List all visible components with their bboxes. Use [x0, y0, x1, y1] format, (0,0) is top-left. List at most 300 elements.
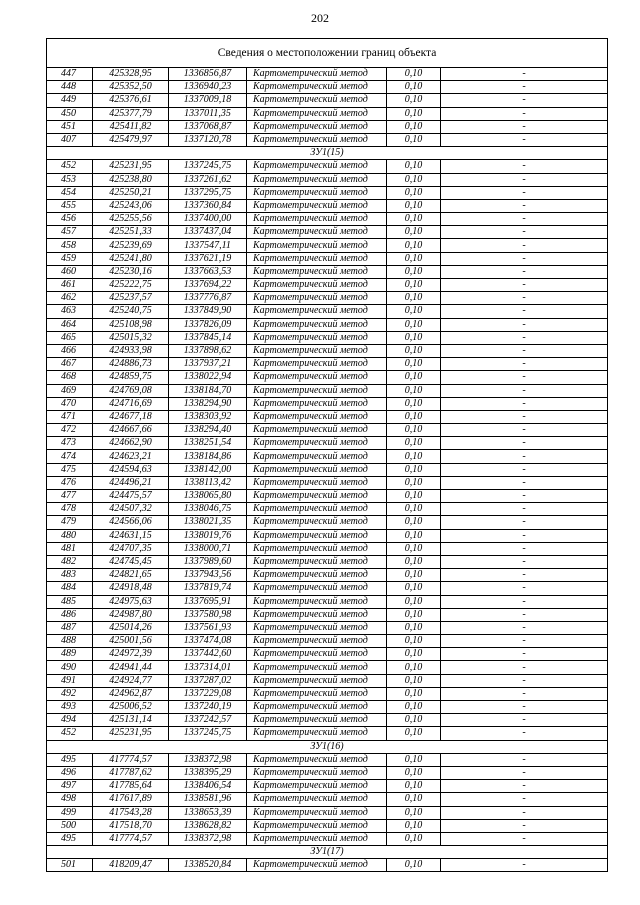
description-cell: - — [441, 397, 608, 410]
point-number-cell: 486 — [47, 608, 93, 621]
description-cell: - — [441, 635, 608, 648]
y-coordinate-cell: 1338184,86 — [169, 450, 247, 463]
x-coordinate-cell: 425237,57 — [93, 292, 169, 305]
point-number-cell: 494 — [47, 714, 93, 727]
description-cell: - — [441, 476, 608, 489]
y-coordinate-cell: 1338372,98 — [169, 832, 247, 845]
description-cell: - — [441, 780, 608, 793]
x-coordinate-cell: 424716,69 — [93, 397, 169, 410]
description-cell: - — [441, 213, 608, 226]
table-row — [47, 555, 608, 568]
y-coordinate-cell: 1337943,56 — [169, 569, 247, 582]
precision-cell: 0,10 — [387, 727, 441, 740]
table-row — [47, 780, 608, 793]
point-number-cell: 464 — [47, 318, 93, 331]
method-cell: Картометрический метод — [247, 424, 387, 437]
y-coordinate-cell: 1336940,23 — [169, 81, 247, 94]
y-coordinate-cell: 1337694,22 — [169, 279, 247, 292]
method-cell: Картометрический метод — [247, 252, 387, 265]
x-coordinate-cell: 425222,75 — [93, 279, 169, 292]
x-coordinate-cell: 425006,52 — [93, 701, 169, 714]
description-cell: - — [441, 569, 608, 582]
table-row — [47, 687, 608, 700]
y-coordinate-cell: 1338019,76 — [169, 529, 247, 542]
point-number-cell: 485 — [47, 595, 93, 608]
precision-cell: 0,10 — [387, 318, 441, 331]
point-number-cell: 493 — [47, 701, 93, 714]
y-coordinate-cell: 1337621,19 — [169, 252, 247, 265]
y-coordinate-cell: 1338406,54 — [169, 780, 247, 793]
point-number-cell: 499 — [47, 806, 93, 819]
precision-cell: 0,10 — [387, 213, 441, 226]
method-cell: Картометрический метод — [247, 371, 387, 384]
y-coordinate-cell: 1338142,00 — [169, 463, 247, 476]
precision-cell: 0,10 — [387, 806, 441, 819]
point-number-cell: 463 — [47, 305, 93, 318]
y-coordinate-cell: 1338628,82 — [169, 819, 247, 832]
point-number-cell: 457 — [47, 226, 93, 239]
y-coordinate-cell: 1338520,84 — [169, 859, 247, 872]
y-coordinate-cell: 1337245,75 — [169, 727, 247, 740]
precision-cell: 0,10 — [387, 252, 441, 265]
method-cell: Картометрический метод — [247, 793, 387, 806]
x-coordinate-cell: 425243,06 — [93, 199, 169, 212]
method-cell: Картометрический метод — [247, 344, 387, 357]
y-coordinate-cell: 1337245,75 — [169, 160, 247, 173]
precision-cell: 0,10 — [387, 648, 441, 661]
point-number-cell: 474 — [47, 450, 93, 463]
section-heading-row — [47, 846, 608, 859]
y-coordinate-cell: 1337437,04 — [169, 226, 247, 239]
table-row — [47, 279, 608, 292]
method-cell: Картометрический метод — [247, 701, 387, 714]
x-coordinate-cell: 425014,26 — [93, 621, 169, 634]
point-number-cell: 483 — [47, 569, 93, 582]
table-row — [47, 213, 608, 226]
y-coordinate-cell: 1337561,93 — [169, 621, 247, 634]
description-cell: - — [441, 529, 608, 542]
table-row — [47, 806, 608, 819]
precision-cell: 0,10 — [387, 344, 441, 357]
description-cell: - — [441, 701, 608, 714]
table-row — [47, 503, 608, 516]
x-coordinate-cell: 425131,14 — [93, 714, 169, 727]
description-cell: - — [441, 661, 608, 674]
precision-cell: 0,10 — [387, 687, 441, 700]
point-number-cell: 454 — [47, 186, 93, 199]
precision-cell: 0,10 — [387, 68, 441, 81]
method-cell: Картометрический метод — [247, 226, 387, 239]
method-cell: Картометрический метод — [247, 199, 387, 212]
method-cell: Картометрический метод — [247, 239, 387, 252]
precision-cell: 0,10 — [387, 384, 441, 397]
precision-cell: 0,10 — [387, 199, 441, 212]
method-cell: Картометрический метод — [247, 621, 387, 634]
precision-cell: 0,10 — [387, 582, 441, 595]
y-coordinate-cell: 1337240,19 — [169, 701, 247, 714]
description-cell: - — [441, 766, 608, 779]
method-cell: Картометрический метод — [247, 635, 387, 648]
description-cell: - — [441, 806, 608, 819]
point-number-cell: 497 — [47, 780, 93, 793]
point-number-cell: 473 — [47, 437, 93, 450]
description-cell: - — [441, 424, 608, 437]
point-number-cell: 470 — [47, 397, 93, 410]
method-cell: Картометрический метод — [247, 265, 387, 278]
description-cell: - — [441, 186, 608, 199]
precision-cell: 0,10 — [387, 529, 441, 542]
y-coordinate-cell: 1337898,62 — [169, 344, 247, 357]
method-cell: Картометрический метод — [247, 305, 387, 318]
x-coordinate-cell: 425352,50 — [93, 81, 169, 94]
description-cell: - — [441, 344, 608, 357]
table-row — [47, 701, 608, 714]
table-row — [47, 569, 608, 582]
precision-cell: 0,10 — [387, 542, 441, 555]
description-cell: - — [441, 279, 608, 292]
precision-cell: 0,10 — [387, 226, 441, 239]
description-cell: - — [441, 81, 608, 94]
y-coordinate-cell: 1337400,00 — [169, 213, 247, 226]
x-coordinate-cell: 424972,39 — [93, 648, 169, 661]
table-row — [47, 450, 608, 463]
precision-cell: 0,10 — [387, 832, 441, 845]
description-cell: - — [441, 318, 608, 331]
table-row — [47, 635, 608, 648]
method-cell: Картометрический метод — [247, 437, 387, 450]
description-cell: - — [441, 674, 608, 687]
point-number-cell: 467 — [47, 358, 93, 371]
x-coordinate-cell: 424918,48 — [93, 582, 169, 595]
y-coordinate-cell: 1337360,84 — [169, 199, 247, 212]
precision-cell: 0,10 — [387, 410, 441, 423]
precision-cell: 0,10 — [387, 555, 441, 568]
x-coordinate-cell: 425230,16 — [93, 265, 169, 278]
table-row — [47, 173, 608, 186]
point-number-cell: 462 — [47, 292, 93, 305]
table-row — [47, 120, 608, 133]
precision-cell: 0,10 — [387, 503, 441, 516]
point-number-cell: 482 — [47, 555, 93, 568]
method-cell: Картометрический метод — [247, 661, 387, 674]
table-row — [47, 186, 608, 199]
y-coordinate-cell: 1338294,40 — [169, 424, 247, 437]
point-number-cell: 407 — [47, 133, 93, 146]
table-row — [47, 595, 608, 608]
table-row — [47, 859, 608, 872]
precision-cell: 0,10 — [387, 120, 441, 133]
x-coordinate-cell: 424769,08 — [93, 384, 169, 397]
description-cell: - — [441, 727, 608, 740]
table-row — [47, 81, 608, 94]
table-row — [47, 305, 608, 318]
method-cell: Картометрический метод — [247, 503, 387, 516]
table-row — [47, 318, 608, 331]
x-coordinate-cell: 424975,63 — [93, 595, 169, 608]
table-row — [47, 753, 608, 766]
precision-cell: 0,10 — [387, 331, 441, 344]
precision-cell: 0,10 — [387, 424, 441, 437]
y-coordinate-cell: 1338065,80 — [169, 490, 247, 503]
x-coordinate-cell: 424745,45 — [93, 555, 169, 568]
method-cell: Картометрический метод — [247, 292, 387, 305]
method-cell: Картометрический метод — [247, 279, 387, 292]
description-cell: - — [441, 358, 608, 371]
point-number-cell: 468 — [47, 371, 93, 384]
table-row — [47, 661, 608, 674]
description-cell: - — [441, 490, 608, 503]
y-coordinate-cell: 1337937,21 — [169, 358, 247, 371]
y-coordinate-cell: 1338000,71 — [169, 542, 247, 555]
method-cell: Картометрический метод — [247, 819, 387, 832]
section-heading-row — [47, 740, 608, 753]
description-cell: - — [441, 94, 608, 107]
precision-cell: 0,10 — [387, 714, 441, 727]
point-number-cell: 489 — [47, 648, 93, 661]
method-cell: Картометрический метод — [247, 569, 387, 582]
precision-cell: 0,10 — [387, 701, 441, 714]
y-coordinate-cell: 1337845,14 — [169, 331, 247, 344]
y-coordinate-cell: 1337011,35 — [169, 107, 247, 120]
method-cell: Картометрический метод — [247, 120, 387, 133]
table-body — [47, 68, 608, 872]
table-row — [47, 199, 608, 212]
x-coordinate-cell: 424886,73 — [93, 358, 169, 371]
x-coordinate-cell: 425240,75 — [93, 305, 169, 318]
precision-cell: 0,10 — [387, 819, 441, 832]
description-cell: - — [441, 199, 608, 212]
x-coordinate-cell: 425001,56 — [93, 635, 169, 648]
y-coordinate-cell: 1338294,90 — [169, 397, 247, 410]
description-cell: - — [441, 239, 608, 252]
precision-cell: 0,10 — [387, 371, 441, 384]
x-coordinate-cell: 425231,95 — [93, 727, 169, 740]
y-coordinate-cell: 1338581,96 — [169, 793, 247, 806]
y-coordinate-cell: 1337009,18 — [169, 94, 247, 107]
table-row — [47, 516, 608, 529]
point-number-cell: 495 — [47, 753, 93, 766]
table-row — [47, 766, 608, 779]
description-cell: - — [441, 714, 608, 727]
method-cell: Картометрический метод — [247, 384, 387, 397]
x-coordinate-cell: 425377,79 — [93, 107, 169, 120]
x-coordinate-cell: 425251,33 — [93, 226, 169, 239]
precision-cell: 0,10 — [387, 81, 441, 94]
description-cell: - — [441, 608, 608, 621]
point-number-cell: 448 — [47, 81, 93, 94]
method-cell: Картометрический метод — [247, 529, 387, 542]
precision-cell: 0,10 — [387, 595, 441, 608]
x-coordinate-cell: 417543,28 — [93, 806, 169, 819]
table-row — [47, 424, 608, 437]
x-coordinate-cell: 424566,06 — [93, 516, 169, 529]
description-cell: - — [441, 226, 608, 239]
x-coordinate-cell: 425411,82 — [93, 120, 169, 133]
precision-cell: 0,10 — [387, 793, 441, 806]
precision-cell: 0,10 — [387, 186, 441, 199]
x-coordinate-cell: 424962,87 — [93, 687, 169, 700]
y-coordinate-cell: 1338113,42 — [169, 476, 247, 489]
point-number-cell: 455 — [47, 199, 93, 212]
point-number-cell: 453 — [47, 173, 93, 186]
table-row — [47, 582, 608, 595]
point-number-cell: 488 — [47, 635, 93, 648]
section-heading-row — [47, 147, 608, 160]
table-row — [47, 463, 608, 476]
y-coordinate-cell: 1337989,60 — [169, 555, 247, 568]
y-coordinate-cell: 1337242,57 — [169, 714, 247, 727]
y-coordinate-cell: 1337442,60 — [169, 648, 247, 661]
precision-cell: 0,10 — [387, 859, 441, 872]
table-row — [47, 490, 608, 503]
y-coordinate-cell: 1337826,09 — [169, 318, 247, 331]
y-coordinate-cell: 1337261,62 — [169, 173, 247, 186]
y-coordinate-cell: 1338046,75 — [169, 503, 247, 516]
method-cell: Картометрический метод — [247, 68, 387, 81]
table-row — [47, 160, 608, 173]
y-coordinate-cell: 1337819,74 — [169, 582, 247, 595]
point-number-cell: 469 — [47, 384, 93, 397]
table-row — [47, 410, 608, 423]
table-row — [47, 226, 608, 239]
precision-cell: 0,10 — [387, 358, 441, 371]
method-cell: Картометрический метод — [247, 186, 387, 199]
point-number-cell: 475 — [47, 463, 93, 476]
point-number-cell: 478 — [47, 503, 93, 516]
description-cell: - — [441, 384, 608, 397]
description-cell: - — [441, 542, 608, 555]
description-cell: - — [441, 450, 608, 463]
x-coordinate-cell: 424623,21 — [93, 450, 169, 463]
precision-cell: 0,10 — [387, 463, 441, 476]
table-row — [47, 133, 608, 146]
table-row — [47, 793, 608, 806]
table-row — [47, 331, 608, 344]
precision-cell: 0,10 — [387, 661, 441, 674]
method-cell: Картометрический метод — [247, 463, 387, 476]
precision-cell: 0,10 — [387, 608, 441, 621]
method-cell: Картометрический метод — [247, 766, 387, 779]
x-coordinate-cell: 425231,95 — [93, 160, 169, 173]
point-number-cell: 500 — [47, 819, 93, 832]
point-number-cell: 490 — [47, 661, 93, 674]
point-number-cell: 480 — [47, 529, 93, 542]
table-row — [47, 107, 608, 120]
precision-cell: 0,10 — [387, 766, 441, 779]
y-coordinate-cell: 1338653,39 — [169, 806, 247, 819]
table-row — [47, 476, 608, 489]
y-coordinate-cell: 1337120,78 — [169, 133, 247, 146]
x-coordinate-cell: 424667,66 — [93, 424, 169, 437]
method-cell: Картометрический метод — [247, 81, 387, 94]
table-row — [47, 621, 608, 634]
y-coordinate-cell: 1338184,70 — [169, 384, 247, 397]
precision-cell: 0,10 — [387, 621, 441, 634]
table-row — [47, 714, 608, 727]
method-cell: Картометрический метод — [247, 476, 387, 489]
method-cell: Картометрический метод — [247, 608, 387, 621]
precision-cell: 0,10 — [387, 94, 441, 107]
table-row — [47, 542, 608, 555]
precision-cell: 0,10 — [387, 516, 441, 529]
method-cell: Картометрический метод — [247, 107, 387, 120]
y-coordinate-cell: 1336856,87 — [169, 68, 247, 81]
table-title: Сведения о местоположении границ объекта — [47, 39, 608, 68]
method-cell: Картометрический метод — [247, 859, 387, 872]
x-coordinate-cell: 417518,70 — [93, 819, 169, 832]
method-cell: Картометрический метод — [247, 595, 387, 608]
page-number: 202 — [311, 11, 329, 25]
point-number-cell: 458 — [47, 239, 93, 252]
point-number-cell: 492 — [47, 687, 93, 700]
x-coordinate-cell: 424631,15 — [93, 529, 169, 542]
description-cell: - — [441, 516, 608, 529]
x-coordinate-cell: 425250,21 — [93, 186, 169, 199]
x-coordinate-cell: 417774,57 — [93, 832, 169, 845]
precision-cell: 0,10 — [387, 437, 441, 450]
method-cell: Картометрический метод — [247, 397, 387, 410]
point-number-cell: 496 — [47, 766, 93, 779]
description-cell: - — [441, 68, 608, 81]
method-cell: Картометрический метод — [247, 516, 387, 529]
description-cell: - — [441, 252, 608, 265]
description-cell: - — [441, 437, 608, 450]
precision-cell: 0,10 — [387, 569, 441, 582]
description-cell: - — [441, 265, 608, 278]
description-cell: - — [441, 832, 608, 845]
y-coordinate-cell: 1337663,53 — [169, 265, 247, 278]
point-number-cell: 465 — [47, 331, 93, 344]
y-coordinate-cell: 1337849,90 — [169, 305, 247, 318]
table-row — [47, 819, 608, 832]
point-number-cell: 452 — [47, 727, 93, 740]
description-cell: - — [441, 582, 608, 595]
description-cell: - — [441, 305, 608, 318]
description-cell: - — [441, 648, 608, 661]
x-coordinate-cell: 417617,89 — [93, 793, 169, 806]
point-number-cell: 481 — [47, 542, 93, 555]
description-cell: - — [441, 753, 608, 766]
point-number-cell: 459 — [47, 252, 93, 265]
method-cell: Картометрический метод — [247, 173, 387, 186]
table-row — [47, 648, 608, 661]
precision-cell: 0,10 — [387, 292, 441, 305]
x-coordinate-cell: 424987,80 — [93, 608, 169, 621]
point-number-cell: 484 — [47, 582, 93, 595]
x-coordinate-cell: 425108,98 — [93, 318, 169, 331]
method-cell: Картометрический метод — [247, 714, 387, 727]
table-row — [47, 265, 608, 278]
x-coordinate-cell: 424507,32 — [93, 503, 169, 516]
y-coordinate-cell: 1337474,08 — [169, 635, 247, 648]
point-number-cell: 501 — [47, 859, 93, 872]
precision-cell: 0,10 — [387, 490, 441, 503]
y-coordinate-cell: 1338021,35 — [169, 516, 247, 529]
table-row — [47, 358, 608, 371]
method-cell: Картометрический метод — [247, 133, 387, 146]
precision-cell: 0,10 — [387, 450, 441, 463]
point-number-cell: 449 — [47, 94, 93, 107]
precision-cell: 0,10 — [387, 635, 441, 648]
description-cell: - — [441, 819, 608, 832]
y-coordinate-cell: 1338395,29 — [169, 766, 247, 779]
y-coordinate-cell: 1337229,08 — [169, 687, 247, 700]
description-cell: - — [441, 331, 608, 344]
precision-cell: 0,10 — [387, 674, 441, 687]
description-cell: - — [441, 687, 608, 700]
description-cell: - — [441, 463, 608, 476]
y-coordinate-cell: 1338303,92 — [169, 410, 247, 423]
